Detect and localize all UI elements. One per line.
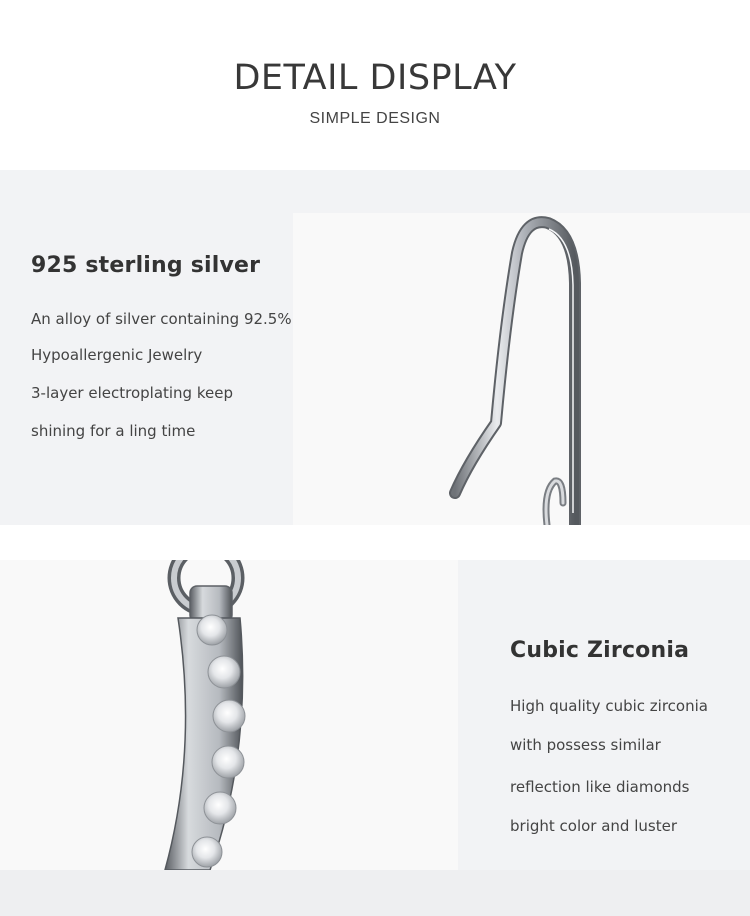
zirconia-bar-image	[0, 560, 458, 870]
zirconia-line-2: with possess similar	[510, 736, 661, 754]
zirconia-heading: Cubic Zirconia	[510, 638, 690, 663]
silver-line-2: Hypoallergenic Jewelry	[31, 346, 203, 364]
silver-line-1: An alloy of silver containing 92.5%	[31, 310, 292, 328]
zirconia-line-1: High quality cubic zirconia	[510, 697, 708, 715]
silver-heading: 925 sterling silver	[31, 253, 261, 278]
zirconia-bar-photo	[0, 560, 458, 870]
silver-line-3: 3-layer electroplating keep	[31, 384, 233, 402]
zirconia-line-4: bright color and luster	[510, 817, 677, 835]
page-subtitle: SIMPLE DESIGN	[309, 110, 441, 127]
header-section	[0, 0, 750, 170]
zirconia-line-3: reflection like diamonds	[510, 778, 690, 796]
ear-hook-photo	[293, 213, 750, 525]
ear-hook-image	[293, 213, 750, 525]
silver-line-4: shining for a ling time	[31, 422, 196, 440]
footer-band	[0, 870, 750, 916]
page-title: DETAIL DISPLAY	[233, 58, 517, 98]
